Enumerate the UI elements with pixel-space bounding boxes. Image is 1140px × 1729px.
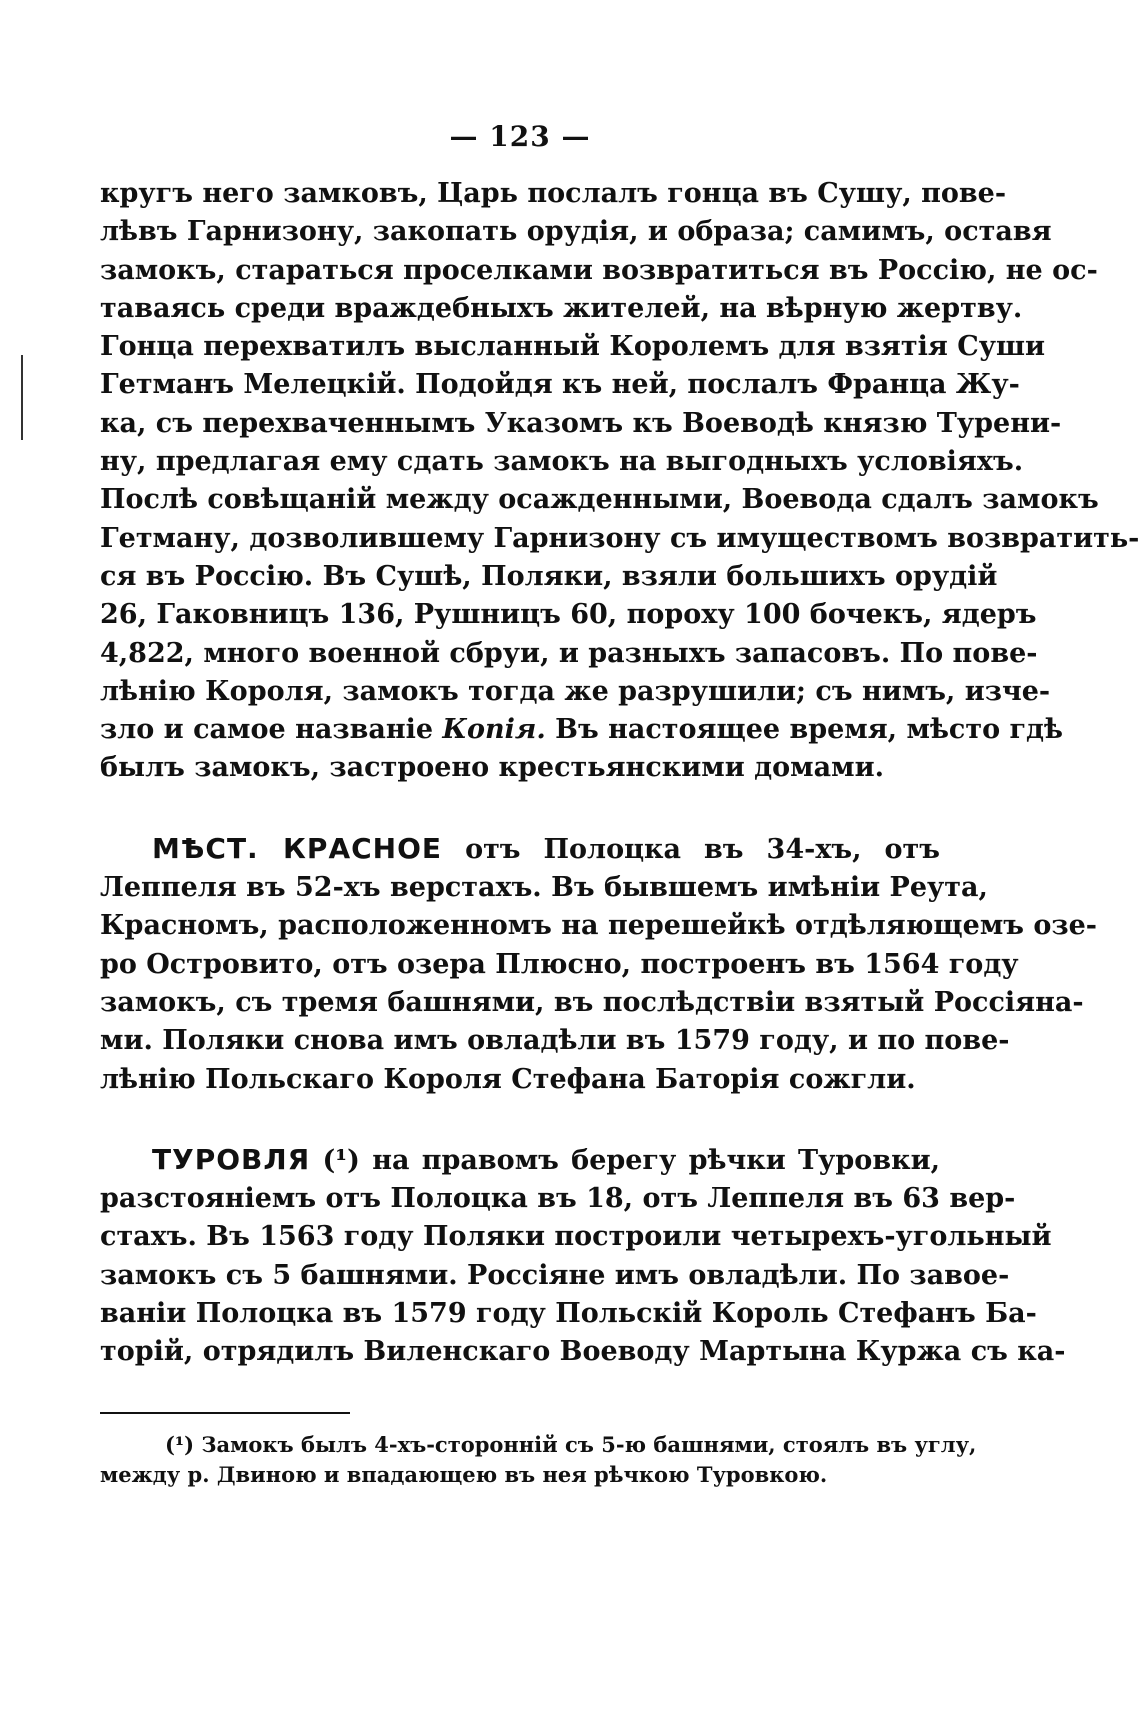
page-number: — 123 — xyxy=(449,120,591,153)
book-page xyxy=(100,120,1140,1490)
text-line: Гонца перехватилъ высланный Королемъ для взятія Суши xyxy=(100,331,1046,363)
text-line: разстояніемъ отъ Полоцка въ 18, отъ Леппеля въ 63 вер- xyxy=(100,1183,1016,1215)
footnote xyxy=(100,1430,977,1490)
text-line: таваясь среди враждебныхъ жителей, на вѣрную жертву. xyxy=(100,292,1023,324)
text-line: замокъ, съ тремя башнями, въ послѣдствіи взятый Россіяна- xyxy=(100,986,1084,1018)
text-line: ми. Поляки снова имъ овладѣли въ 1579 году, и по пове- xyxy=(100,1025,1010,1057)
text-segment: Въ настоящее время, мѣсто гдѣ xyxy=(545,714,1064,746)
text-line: торій, отрядилъ Виленскаго Воеводу Мартына Куржа съ ка- xyxy=(100,1336,1066,1368)
footnote-divider xyxy=(100,1412,350,1414)
text-line: стахъ. Въ 1563 году Поляки построили четырехъ-угольный xyxy=(100,1221,1052,1253)
text-line: лѣвъ Гарнизону, закопать орудія, и образа; самимъ, оставя xyxy=(100,216,1052,248)
text-line: 26, Гаковницъ 136, Рушницъ 60, пороху 100 бочекъ, ядеръ xyxy=(100,599,1037,631)
text-line: былъ замокъ, застроено крестьянскими домами. xyxy=(100,752,884,784)
section-first-line xyxy=(100,830,940,869)
text-line: Гетманъ Мелецкій. Подойдя къ ней, послалъ Франца Жу- xyxy=(100,369,1020,401)
section-heading-turovlya: ТУРОВЛЯ xyxy=(152,1142,311,1176)
text-line: замокъ, стараться проселками возвратиться въ Россію, не ос- xyxy=(100,254,1098,286)
text-line: кругъ него замковъ, Царь послалъ гонца въ Сушу, пове- xyxy=(100,178,1007,209)
section-first-line xyxy=(100,1141,940,1180)
text-line: Гетману, дозволившему Гарнизону съ имуществомъ возвратить- xyxy=(100,522,1140,554)
text-segment: отъ Полоцка въ 34-хъ, отъ xyxy=(442,833,940,865)
text-line: Послѣ совѣщаній между осажденными, Воевода сдалъ замокъ xyxy=(100,484,1099,516)
text-line: 4,822, много военной сбруи, и разныхъ запасовъ. По пове- xyxy=(100,637,1038,669)
section-krasnoe xyxy=(100,830,1098,1099)
footnote-reference[interactable]: (¹) xyxy=(322,1144,360,1176)
footnote-line: между р. Двиною и впадающею въ нея рѣчкою Туровкою. xyxy=(100,1461,828,1487)
text-line: лѣнію Короля, замокъ тогда же разрушили; съ нимъ, изче- xyxy=(100,675,1051,707)
text-line: Леппеля въ 52-хъ верстахъ. Въ бывшемъ имѣніи Реута, xyxy=(100,872,988,904)
section-turovlya xyxy=(100,1141,1066,1372)
text-line: ваніи Полоцка въ 1579 году Польскій Король Стефанъ Ба- xyxy=(100,1298,1037,1330)
section-heading-krasnoe: МѢСТ. КРАСНОЕ xyxy=(152,831,443,865)
text-line-with-italic xyxy=(100,711,1064,749)
text-line: ну, предлагая ему сдать замокъ на выгодныхъ условіяхъ. xyxy=(100,446,1024,478)
text-line: ро Островито, отъ озера Плюсно, построенъ въ 1564 году xyxy=(100,948,1019,980)
text-line: ся въ Россію. Въ Сушѣ, Поляки, взяли большихъ орудій xyxy=(100,560,998,592)
text-segment: зло и самое названіе xyxy=(100,714,443,746)
footnote-line: (¹) Замокъ былъ 4-хъ-сторонній съ 5-ю башнями, стоялъ въ углу, xyxy=(165,1431,977,1457)
text-segment: на правомъ берегу рѣчки Туровки, xyxy=(359,1144,940,1176)
text-line: Красномъ, расположенномъ на перешейкѣ отдѣляющемъ озе- xyxy=(100,910,1098,942)
margin-mark xyxy=(21,355,23,440)
italic-name-kopiya: Копія. xyxy=(442,714,546,746)
text-line: ка, съ перехваченнымъ Указомъ къ Воеводѣ князю Турени- xyxy=(100,407,1062,439)
intro-paragraph xyxy=(100,175,1140,788)
text-line: лѣнію Польскаго Короля Стефана Баторія сожгли. xyxy=(100,1063,916,1095)
text-line: замокъ съ 5 башнями. Россіяне имъ овладѣли. По завое- xyxy=(100,1259,1010,1291)
